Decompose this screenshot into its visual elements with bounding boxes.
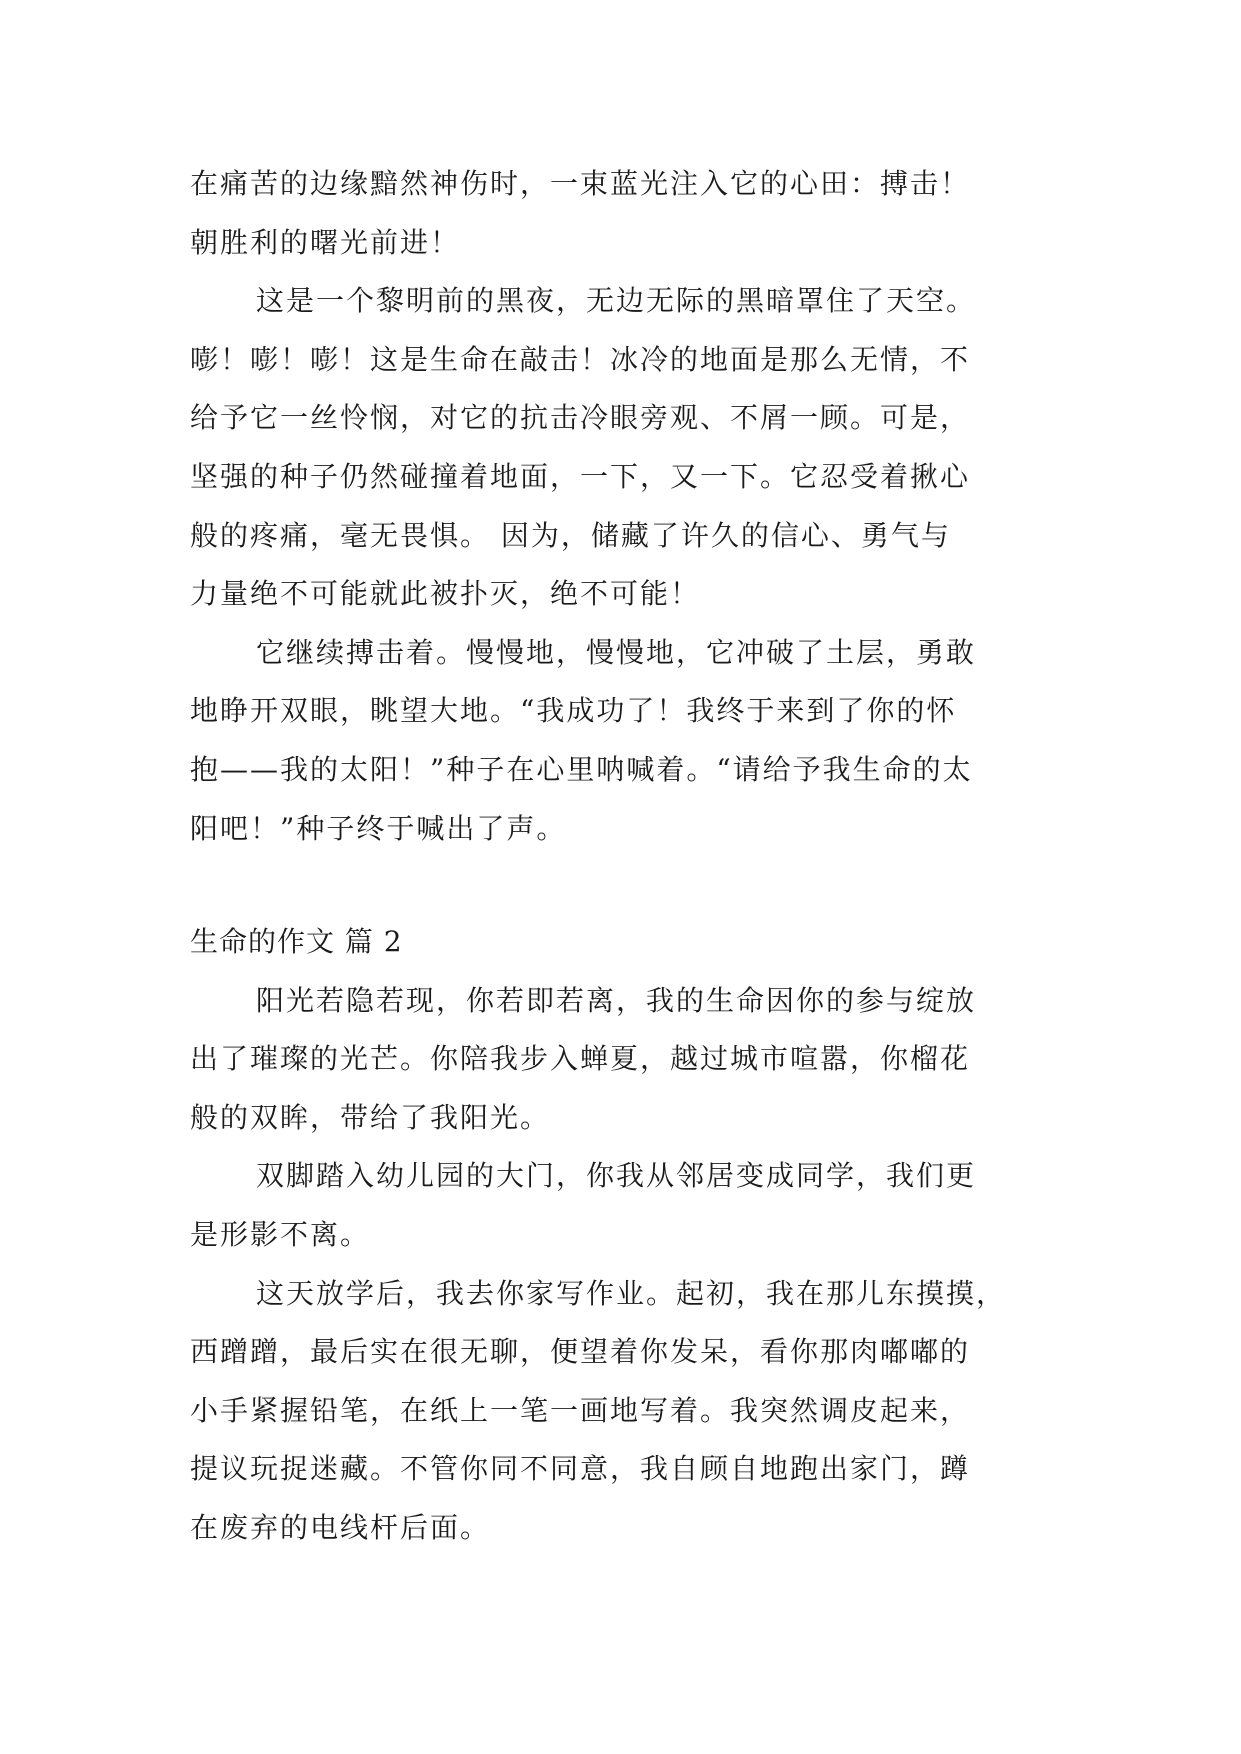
text-line: 给予它一丝怜悯，对它的抗击冷眼旁观、不屑一顾。可是，	[190, 401, 971, 435]
text-line: 出了璀璨的光芒。你陪我步入蝉夏，越过城市喧嚣，你榴花	[190, 1042, 971, 1076]
text-line: 坚强的种子仍然碰撞着地面，一下，又一下。它忍受着揪心	[190, 459, 971, 493]
text-line: 地睁开双眼，眺望大地。“我成功了！我终于来到了你的怀	[190, 694, 957, 728]
essay-part-1	[190, 155, 1070, 858]
text-line: 小手紧握铅笔，在纸上一笔一画地写着。我突然调皮起来，	[190, 1393, 971, 1427]
text-line: 朝胜利的曙光前进！	[190, 225, 461, 259]
section-heading: 生命的作文 篇 2	[190, 925, 403, 958]
essay-part-2	[190, 913, 1070, 1558]
text-line: 在废弃的电线杆后面。	[190, 1510, 491, 1544]
text-line: 在痛苦的边缘黯然神伤时，一束蓝光注入它的心田：搏击！	[190, 167, 971, 200]
paragraph-start-line: 这是一个黎明前的黑夜，无边无际的黑暗罩住了天空。	[256, 284, 977, 318]
text-line: 抱——我的太阳！”种子在心里呐喊着。“请给予我生命的太	[190, 752, 973, 786]
text-line: 般的双眸，带给了我阳光。	[190, 1100, 551, 1134]
paragraph-start-line: 它继续搏击着。慢慢地，慢慢地，它冲破了土层，勇敢	[256, 635, 977, 669]
paragraph-start-line: 阳光若隐若现，你若即若离，我的生命因你的参与绽放	[256, 983, 977, 1017]
paragraph-start-line: 双脚踏入幼儿园的大门，你我从邻居变成同学，我们更	[256, 1159, 977, 1193]
text-line: 般的疼痛，毫无畏惧。 因为，储藏了许久的信心、勇气与	[190, 518, 951, 552]
text-line: 提议玩捉迷藏。不管你同不同意，我自顾自地跑出家门，蹲	[190, 1452, 971, 1486]
text-line: 阳吧！”种子终于喊出了声。	[190, 811, 567, 845]
text-line: 是形影不离。	[190, 1217, 371, 1251]
text-line: 嘭！嘭！嘭！这是生命在敲击！冰冷的地面是那么无情，不	[190, 342, 971, 376]
paragraph-start-line: 这天放学后，我去你家写作业。起初，我在那儿东摸摸，	[256, 1276, 1007, 1310]
text-line: 西蹭蹭，最后实在很无聊，便望着你发呆，看你那肉嘟嘟的	[190, 1335, 971, 1369]
text-line: 力量绝不可能就此被扑灭，绝不可能！	[190, 577, 701, 611]
